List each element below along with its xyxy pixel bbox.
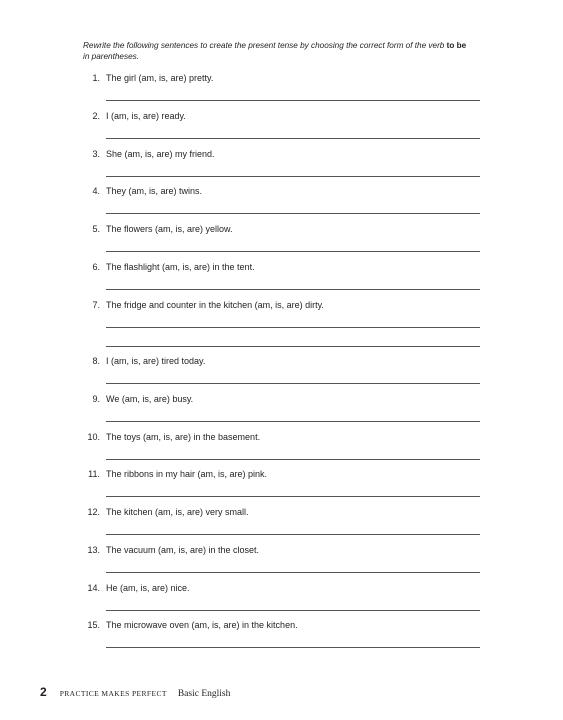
instructions <box>83 40 483 62</box>
answer-line[interactable] <box>106 213 480 214</box>
item-number: 15. <box>87 620 100 630</box>
item-number: 7. <box>92 300 100 310</box>
item-sentence: I (am, is, are) tired today. <box>106 356 206 366</box>
item-number: 14. <box>87 583 100 593</box>
item-sentence: The microwave oven (am, is, are) in the kitchen. <box>106 620 298 630</box>
instructions-text-line2: in parentheses. <box>83 52 139 61</box>
item-number: 6. <box>92 262 100 272</box>
page-number: 2 <box>40 685 47 699</box>
answer-line[interactable] <box>106 496 480 497</box>
answer-line[interactable] <box>106 327 480 328</box>
item-number: 3. <box>92 149 100 159</box>
answer-line[interactable] <box>106 251 480 252</box>
item-number: 11. <box>88 469 100 479</box>
item-sentence: The flashlight (am, is, are) in the tent. <box>106 262 255 272</box>
item-sentence: The flowers (am, is, are) yellow. <box>106 224 233 234</box>
item-sentence: They (am, is, are) twins. <box>106 186 203 196</box>
item-number: 2. <box>92 111 100 121</box>
item-number: 12. <box>87 507 100 517</box>
item-number: 10. <box>87 432 100 442</box>
answer-line[interactable] <box>106 534 480 535</box>
answer-line[interactable] <box>106 647 480 648</box>
item-sentence: He (am, is, are) nice. <box>106 583 190 593</box>
item-sentence: The vacuum (am, is, are) in the closet. <box>106 545 260 555</box>
item-sentence: We (am, is, are) busy. <box>106 394 194 404</box>
page-footer <box>40 683 230 701</box>
item-number: 8. <box>92 356 100 366</box>
answer-line[interactable] <box>106 100 480 101</box>
answer-line[interactable] <box>106 421 480 422</box>
item-number: 5. <box>92 224 100 234</box>
item-sentence: The girl (am, is, are) pretty. <box>106 73 214 83</box>
instructions-verb: to be <box>446 41 467 50</box>
item-number: 4. <box>92 186 100 196</box>
item-sentence: The kitchen (am, is, are) very small. <box>106 507 249 517</box>
answer-line[interactable] <box>106 459 480 460</box>
book-title: Basic English <box>177 689 231 699</box>
item-number: 13. <box>87 545 100 555</box>
item-sentence: I (am, is, are) ready. <box>106 111 186 121</box>
item-sentence: The ribbons in my hair (am, is, are) pink. <box>106 469 268 479</box>
item-number: 9. <box>92 394 100 404</box>
answer-line[interactable] <box>106 572 480 573</box>
item-sentence: The toys (am, is, are) in the basement. <box>106 432 261 442</box>
item-sentence: The fridge and counter in the kitchen (am, is, are) dirty. <box>106 300 324 310</box>
answer-line[interactable] <box>106 289 480 290</box>
series-title: PRACTICE MAKES PERFECT <box>59 689 167 698</box>
answer-line[interactable] <box>106 138 480 139</box>
answer-line[interactable] <box>106 383 480 384</box>
item-number: 1. <box>92 73 100 83</box>
item-sentence: She (am, is, are) my friend. <box>106 149 215 159</box>
answer-line[interactable] <box>106 346 480 347</box>
answer-line[interactable] <box>106 610 480 611</box>
answer-line[interactable] <box>106 176 480 177</box>
instructions-text: Rewrite the following sentences to create the present tense by choosing the correct form of the verb <box>83 41 447 50</box>
